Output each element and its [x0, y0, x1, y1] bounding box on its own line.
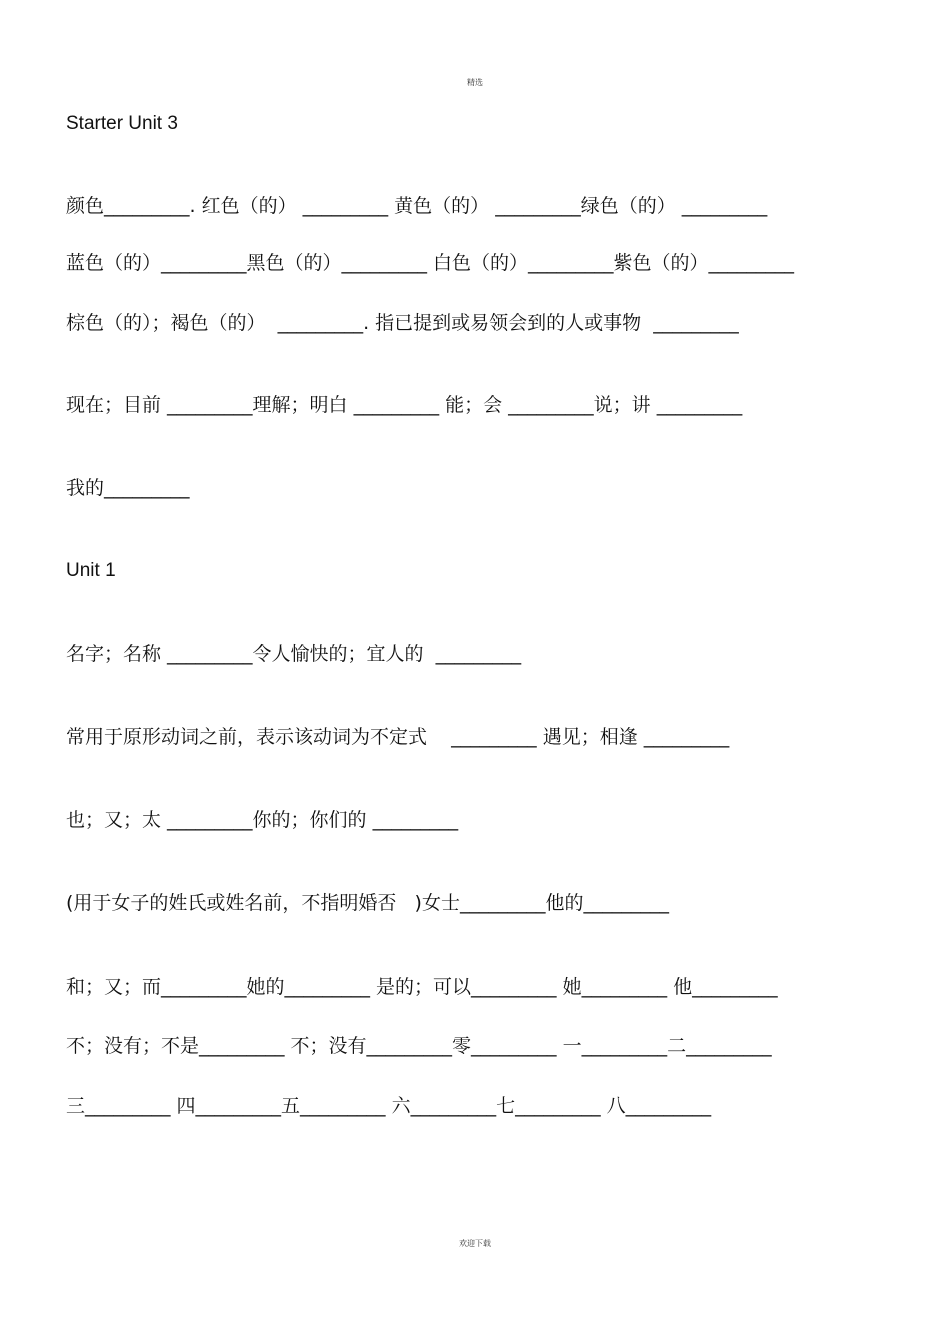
vocab-line: 现在；目前 _________理解；明白 _________ 能；会 _________说；讲 _________	[66, 394, 743, 416]
vocab-line: 常用于原形动词之前，表示该动词为不定式 _________ 遇见；相逢 _________	[66, 726, 730, 748]
vocab-line: 和；又；而_________她的_________ 是的；可以_________ 她_________ 他_________	[66, 976, 778, 998]
vocab-line: 颜色_________. 红色（的） _________ 黄色（的） _________绿色（的） _________	[66, 195, 768, 217]
vocab-line: 我的_________	[66, 477, 190, 499]
vocab-line: 棕色（的）；褐色（的） _________. 指已提到或易领会到的人或事物 _________	[66, 312, 739, 334]
page-header-tag: 精选	[467, 78, 483, 87]
vocab-line: 名字；名称 _________令人愉快的；宜人的 _________	[66, 643, 522, 665]
vocab-line: (用于女子的姓氏或姓名前，不指明婚否 )女士_________他的_________	[66, 892, 669, 914]
vocab-line: 不；没有；不是_________ 不；没有_________零_________ 一_________二_________	[66, 1035, 772, 1057]
section-heading-starter-unit-3: Starter Unit 3	[66, 113, 178, 134]
page-footer-tag: 欢迎下载	[459, 1239, 491, 1248]
vocab-line: 蓝色（的）_________黑色（的）_________ 白色（的）_________紫色（的）_________	[66, 252, 795, 274]
section-heading-unit-1: Unit 1	[66, 560, 116, 581]
vocab-line: 三_________ 四_________五_________ 六_________七_________ 八_________	[66, 1095, 712, 1117]
vocab-line: 也；又；太 _________你的；你们的 _________	[66, 809, 459, 831]
